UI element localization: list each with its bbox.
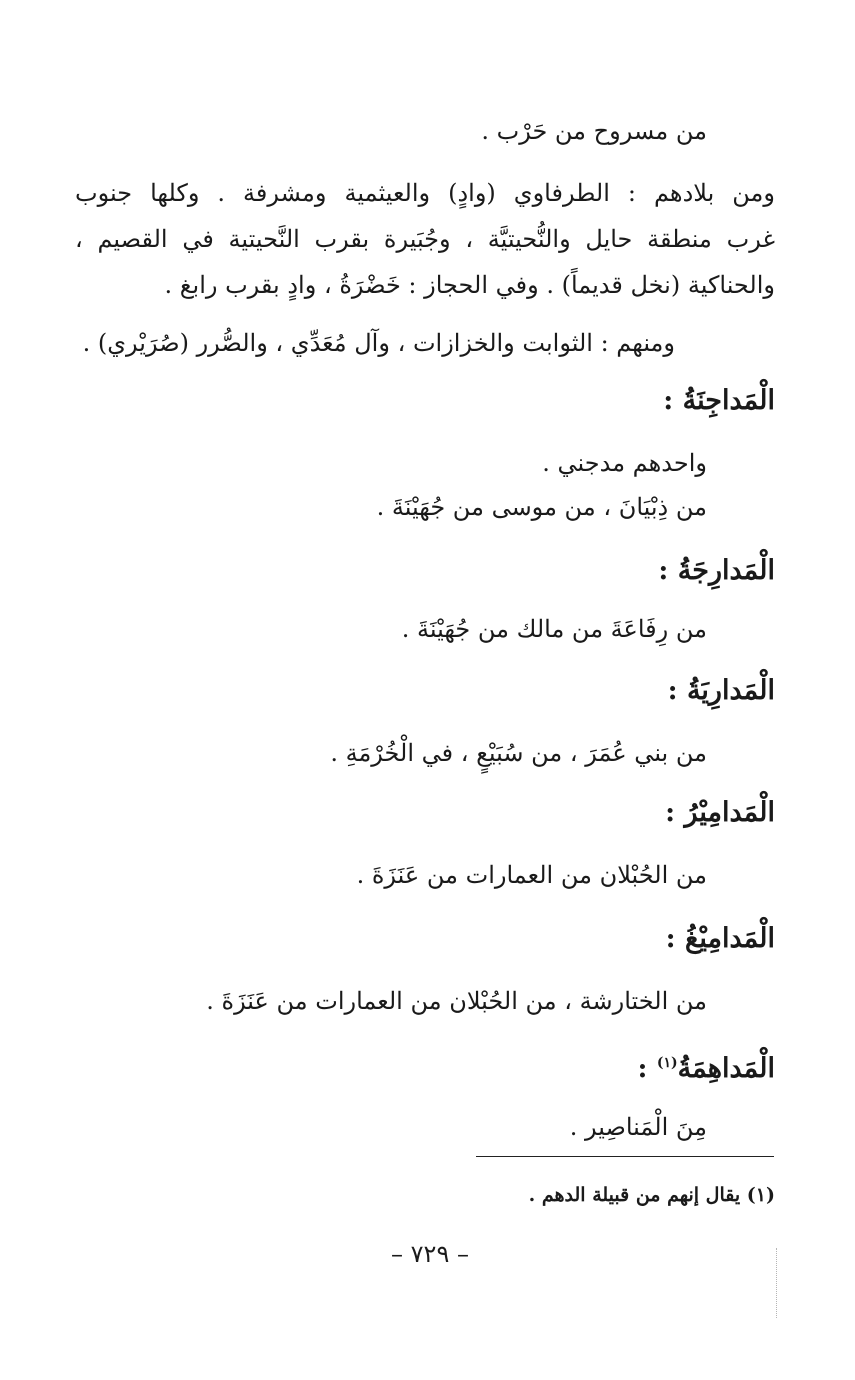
entry-heading <box>638 1046 776 1086</box>
footnote: (١) يقال إنهم من قبيلة الدهم . <box>528 1184 775 1206</box>
text-line: من رِفَاعَةَ من مالك من جُهَيْنَةَ . <box>401 615 707 643</box>
entry-heading: الْمَداجِنَةُ : <box>663 385 775 416</box>
entry-heading: الْمَدارِجَةُ : <box>658 555 775 586</box>
footnote-divider <box>476 1156 774 1157</box>
text-line: من الختارشة ، من الحُبْلان من العمارات من عَنَزَةَ . <box>206 987 707 1015</box>
entry-heading: الْمَدامِيْرُ : <box>665 797 775 828</box>
text-line: من الحُبْلان من العمارات من عَنَزَةَ . <box>356 861 707 889</box>
text-line: من مسروح من حَرْب . <box>481 117 707 145</box>
text-line: غرب منطقة حايل والنُّحيتيَّة ، وجُبَيرة بقرب النَّحيتية في القصيم ، <box>75 225 775 253</box>
heading-text: الْمَداهِمَةُ <box>677 1053 775 1084</box>
footnote-marker: (١) <box>656 1055 678 1071</box>
margin-mark <box>776 1248 777 1318</box>
text-line: ومن بلادهم : الطرفاوي (وادٍ) والعيثمية ومشرفة . وكلها جنوب <box>75 179 775 207</box>
text-line: مِنَ الْمَناصِير . <box>569 1113 707 1141</box>
text-line: من بني عُمَرَ ، من سُبَيْعٍ ، في الْخُرْمَةِ . <box>330 739 707 767</box>
text-line: من ذِبْيَانَ ، من موسى من جُهَيْنَةَ . <box>376 493 707 521</box>
page-number: – ٧٢٩ – <box>391 1240 469 1268</box>
text-line: ومنهم : الثوابت والخزازات ، وآل مُعَدِّي ، والصُّرر (صُرَيْري) . <box>82 329 675 357</box>
entry-heading: الْمَدامِيْغُ : <box>665 923 775 954</box>
text-line: واحدهم مدجني . <box>542 449 707 477</box>
entry-heading: الْمَدارِيَةُ : <box>667 675 775 706</box>
text-line: والحناكية (نخل قديماً) . وفي الحجاز : خَضْرَةُ ، وادٍ بقرب رابغ . <box>164 271 775 299</box>
heading-colon: : <box>637 1053 648 1084</box>
